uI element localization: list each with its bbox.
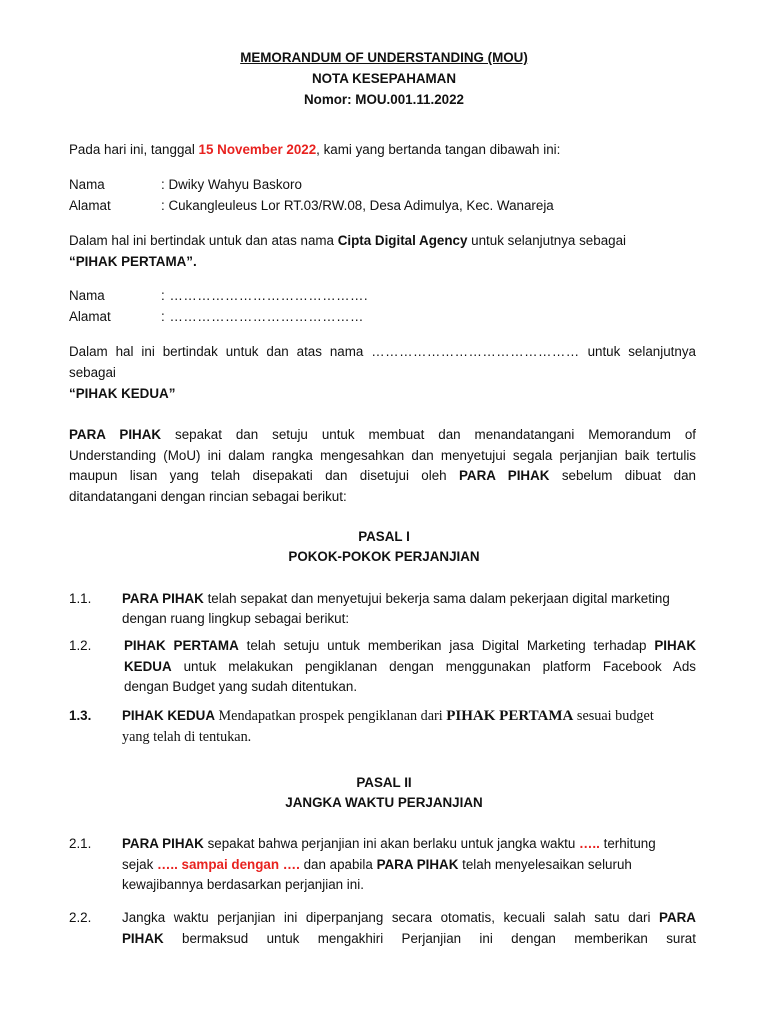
item-1-1-line2: dengan ruang lingkup sebagai berikut: bbox=[122, 611, 350, 626]
party2-address-label: Alamat bbox=[69, 309, 111, 324]
item-1-2-line3: dengan Budget yang sudah ditentukan. bbox=[124, 679, 358, 694]
party2-acting-dots: ……………………………………… bbox=[371, 344, 580, 359]
item-1-3-bold1: PIHAK KEDUA bbox=[122, 708, 215, 723]
party1-role: “PIHAK PERTAMA”. bbox=[69, 254, 197, 269]
party1-name-label: Nama bbox=[69, 177, 105, 192]
agreement-line3-bold: PARA PIHAK bbox=[458, 468, 550, 483]
item-2-1-line1 bbox=[122, 834, 696, 854]
item-1-1-number: 1.1. bbox=[69, 591, 92, 606]
item-2-2-line2 bbox=[122, 929, 696, 949]
party1-acting-suffix: untuk selanjutnya sebagai bbox=[467, 233, 627, 248]
intro-suffix: , kami yang bertanda tangan dibawah ini: bbox=[316, 142, 561, 157]
item-1-3-line1-end: sesuai budget bbox=[573, 708, 654, 724]
party2-acting-line2: sebagai bbox=[69, 365, 116, 380]
item-2-1-line2-start: sejak bbox=[122, 857, 157, 872]
item-1-2-line1-rest: telah setuju untuk memberikan jasa Digital Marketing terhadap bbox=[246, 638, 647, 653]
agreement-line1 bbox=[69, 425, 696, 445]
item-2-1-number: 2.1. bbox=[69, 836, 92, 851]
item-2-1-line2-end: telah menyelesaikan seluruh bbox=[458, 857, 632, 872]
agreement-line2: Understanding (MoU) ini dalam rangka mengesahkan dan menyetujui segala perjanjian baik tertulis bbox=[69, 448, 696, 463]
agreement-line1-bold: PARA PIHAK bbox=[69, 427, 162, 442]
item-1-2-line1 bbox=[124, 636, 696, 656]
item-2-1-line2 bbox=[122, 855, 632, 875]
item-2-1-line2-mid: dan apabila bbox=[299, 857, 377, 872]
item-2-2-bold2: PIHAK bbox=[122, 931, 164, 946]
party2-acting-right: untuk selanjutnya bbox=[587, 344, 696, 359]
item-1-2-number: 1.2. bbox=[69, 638, 92, 653]
agreement-line3-left: maupun lisan yang telah disepakati dan disetujui oleh bbox=[69, 468, 447, 483]
intro-paragraph bbox=[69, 140, 560, 160]
party1-acting-line bbox=[69, 231, 626, 251]
pasal1-subheading: POKOK-POKOK PERJANJIAN bbox=[288, 549, 480, 564]
agreement-line3 bbox=[69, 466, 696, 486]
item-1-3-line1-mid: Mendapatkan prospek pengiklanan dari bbox=[215, 708, 447, 724]
intro-prefix: Pada hari ini, tanggal bbox=[69, 142, 199, 157]
party1-acting-prefix: Dalam hal ini bertindak untuk dan atas nama bbox=[69, 233, 338, 248]
document-title: MEMORANDUM OF UNDERSTANDING (MOU) bbox=[240, 50, 528, 65]
agreement-line3-right: sebelum dibuat dan bbox=[561, 468, 696, 483]
item-1-3-bold2: PIHAK PERTAMA bbox=[446, 708, 574, 724]
document-number: Nomor: MOU.001.11.2022 bbox=[303, 92, 464, 107]
item-2-1-line3: kewajibannya berdasarkan perjanjian ini. bbox=[122, 877, 364, 892]
item-2-1-red2: ….. sampai dengan …. bbox=[156, 857, 300, 872]
agreement-line4: ditandatangani dengan rincian sebagai berikut: bbox=[69, 489, 347, 504]
party1-address-label: Alamat bbox=[69, 198, 111, 213]
party1-name-value: : Dwiky Wahyu Baskoro bbox=[161, 177, 302, 192]
item-1-1-line1 bbox=[122, 589, 670, 609]
item-2-2-line1-text: Jangka waktu perjanjian ini diperpanjang secara otomatis, kecuali salah satu dari bbox=[122, 910, 651, 925]
item-1-2-bold3: KEDUA bbox=[124, 659, 172, 674]
party1-company: Cipta Digital Agency bbox=[337, 233, 468, 248]
party2-acting-left: Dalam hal ini bertindak untuk dan atas nama bbox=[69, 344, 364, 359]
item-1-2-bold2: PIHAK bbox=[654, 638, 696, 653]
item-1-2-line2 bbox=[124, 657, 696, 677]
pasal1-heading: PASAL I bbox=[358, 529, 410, 544]
item-2-2-number: 2.2. bbox=[69, 910, 92, 925]
party2-name-label: Nama bbox=[69, 288, 105, 303]
pasal2-heading: PASAL II bbox=[356, 775, 412, 790]
pasal2-subheading: JANGKA WAKTU PERJANJIAN bbox=[285, 795, 483, 810]
party1-address-value: : Cukangleuleus Lor RT.03/RW.08, Desa Adimulya, Kec. Wanareja bbox=[161, 198, 554, 213]
item-1-3-line1 bbox=[122, 706, 654, 726]
party2-acting-line1 bbox=[69, 342, 696, 362]
item-1-3-line2: yang telah di tentukan. bbox=[122, 729, 252, 745]
document-subtitle: NOTA KESEPAHAMAN bbox=[311, 71, 457, 86]
agreement-line1-rest: sepakat dan setuju untuk membuat dan menandatangani Memorandum of bbox=[175, 427, 696, 442]
item-1-1-bold: PARA PIHAK bbox=[122, 591, 204, 606]
party2-address-value: : …………………………………… bbox=[161, 309, 364, 324]
party2-name-value: : ……………………………………. bbox=[161, 288, 369, 303]
item-2-1-line1-mid: sepakat bahwa perjanjian ini akan berlaku untuk jangka waktu bbox=[203, 836, 580, 851]
item-2-1-bold2: PARA PIHAK bbox=[376, 857, 459, 872]
item-1-1-line1-rest: telah sepakat dan menyetujui bekerja sama dalam pekerjaan digital marketing bbox=[203, 591, 670, 606]
item-2-1-line1-end: terhitung bbox=[599, 836, 656, 851]
party2-role: “PIHAK KEDUA” bbox=[69, 386, 176, 401]
item-2-2-line1 bbox=[122, 908, 696, 928]
item-2-1-bold1: PARA PIHAK bbox=[122, 836, 204, 851]
item-2-2-line2-rest: bermaksud untuk mengakhiri Perjanjian ini dengan memberikan surat bbox=[182, 931, 696, 946]
item-2-1-red1: ….. bbox=[579, 836, 600, 851]
item-2-2-bold1: PARA bbox=[659, 910, 696, 925]
item-1-3-number: 1.3. bbox=[69, 708, 92, 723]
intro-date: 15 November 2022 bbox=[198, 142, 317, 157]
item-1-2-line2-rest: untuk melakukan pengiklanan dengan menggunakan platform Facebook Ads bbox=[183, 659, 696, 674]
item-1-2-bold1: PIHAK PERTAMA bbox=[124, 638, 239, 653]
